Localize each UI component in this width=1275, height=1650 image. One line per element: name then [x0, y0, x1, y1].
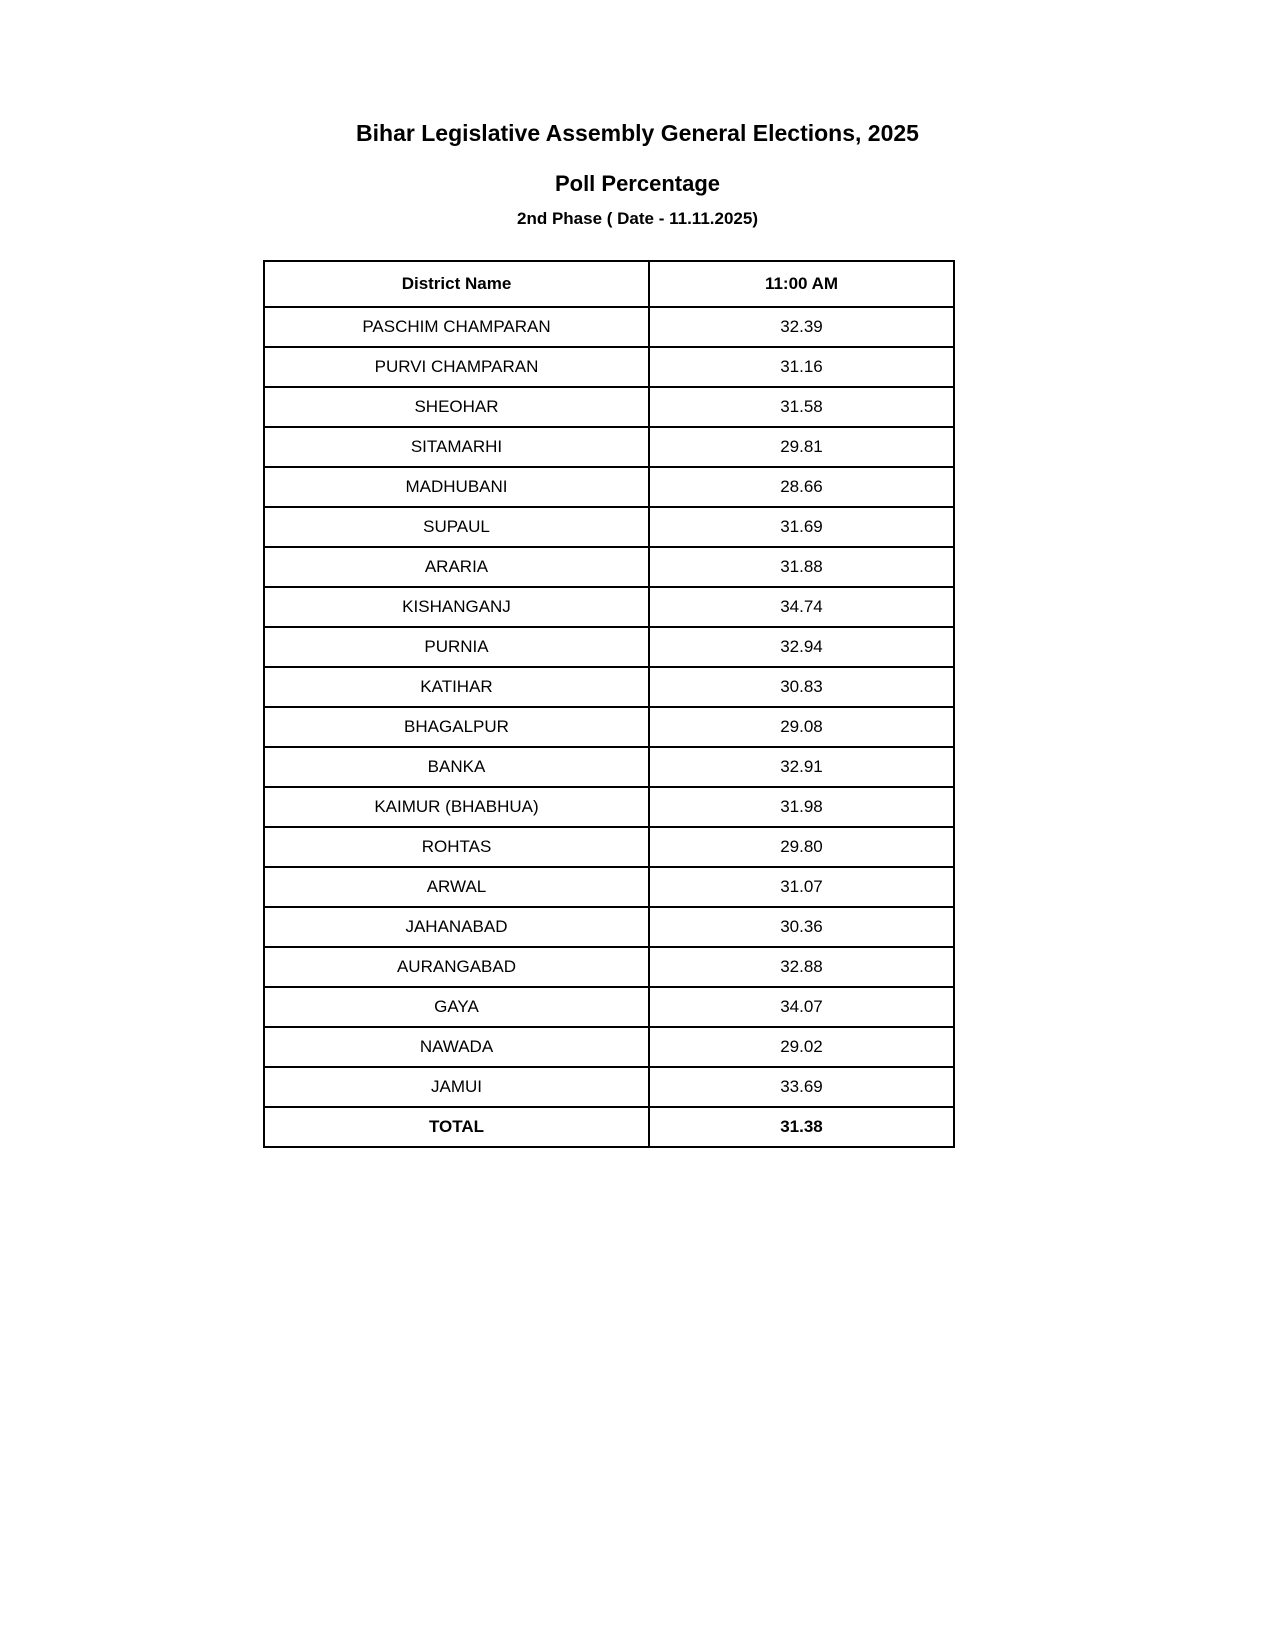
header-time: 11:00 AM: [649, 261, 954, 307]
table-row: [264, 507, 954, 547]
percentage-cell: 30.36: [649, 907, 954, 947]
table-row: [264, 307, 954, 347]
total-row: [264, 1107, 954, 1147]
percentage-cell: 33.69: [649, 1067, 954, 1107]
table-row: [264, 667, 954, 707]
percentage-cell: 32.94: [649, 627, 954, 667]
percentage-cell: 32.88: [649, 947, 954, 987]
district-cell: SUPAUL: [264, 507, 649, 547]
percentage-cell: 29.80: [649, 827, 954, 867]
percentage-cell: 32.91: [649, 747, 954, 787]
table-row: [264, 1067, 954, 1107]
table-row: [264, 547, 954, 587]
district-cell: JAMUI: [264, 1067, 649, 1107]
table-row: [264, 387, 954, 427]
table-header-row: [264, 261, 954, 307]
district-cell: AURANGABAD: [264, 947, 649, 987]
percentage-cell: 28.66: [649, 467, 954, 507]
total-label: TOTAL: [264, 1107, 649, 1147]
table-row: [264, 867, 954, 907]
table-row: [264, 1027, 954, 1067]
table-row: [264, 627, 954, 667]
percentage-cell: 29.08: [649, 707, 954, 747]
poll-percentage-table: [263, 260, 955, 1148]
total-value: 31.38: [649, 1107, 954, 1147]
percentage-cell: 29.02: [649, 1027, 954, 1067]
table-row: [264, 587, 954, 627]
percentage-cell: 31.88: [649, 547, 954, 587]
percentage-cell: 34.07: [649, 987, 954, 1027]
district-cell: GAYA: [264, 987, 649, 1027]
district-cell: ROHTAS: [264, 827, 649, 867]
district-cell: BHAGALPUR: [264, 707, 649, 747]
percentage-cell: 31.69: [649, 507, 954, 547]
district-cell: KISHANGANJ: [264, 587, 649, 627]
district-cell: PURNIA: [264, 627, 649, 667]
page-title: Bihar Legislative Assembly General Elections, 2025: [356, 120, 919, 146]
percentage-cell: 31.98: [649, 787, 954, 827]
district-cell: NAWADA: [264, 1027, 649, 1067]
district-cell: PURVI CHAMPARAN: [264, 347, 649, 387]
header-district-name: District Name: [264, 261, 649, 307]
district-cell: KAIMUR (BHABHUA): [264, 787, 649, 827]
table-row: [264, 347, 954, 387]
district-cell: SHEOHAR: [264, 387, 649, 427]
percentage-cell: 34.74: [649, 587, 954, 627]
percentage-cell: 31.16: [649, 347, 954, 387]
table-row: [264, 467, 954, 507]
percentage-cell: 30.83: [649, 667, 954, 707]
district-cell: MADHUBANI: [264, 467, 649, 507]
table-row: [264, 987, 954, 1027]
page-subtitle: Poll Percentage: [554, 171, 721, 196]
table-row: [264, 747, 954, 787]
table-row: [264, 707, 954, 747]
percentage-cell: 31.07: [649, 867, 954, 907]
district-cell: ARWAL: [264, 867, 649, 907]
district-cell: SITAMARHI: [264, 427, 649, 467]
table-body: [264, 307, 954, 1147]
table-row: [264, 907, 954, 947]
percentage-cell: 32.39: [649, 307, 954, 347]
district-cell: PASCHIM CHAMPARAN: [264, 307, 649, 347]
district-cell: KATIHAR: [264, 667, 649, 707]
table-row: [264, 787, 954, 827]
district-cell: ARARIA: [264, 547, 649, 587]
table-row: [264, 827, 954, 867]
table-row: [264, 427, 954, 467]
phase-date-line: 2nd Phase ( Date - 11.11.2025): [517, 209, 758, 228]
percentage-cell: 31.58: [649, 387, 954, 427]
district-cell: JAHANABAD: [264, 907, 649, 947]
district-cell: BANKA: [264, 747, 649, 787]
percentage-cell: 29.81: [649, 427, 954, 467]
table-row: [264, 947, 954, 987]
